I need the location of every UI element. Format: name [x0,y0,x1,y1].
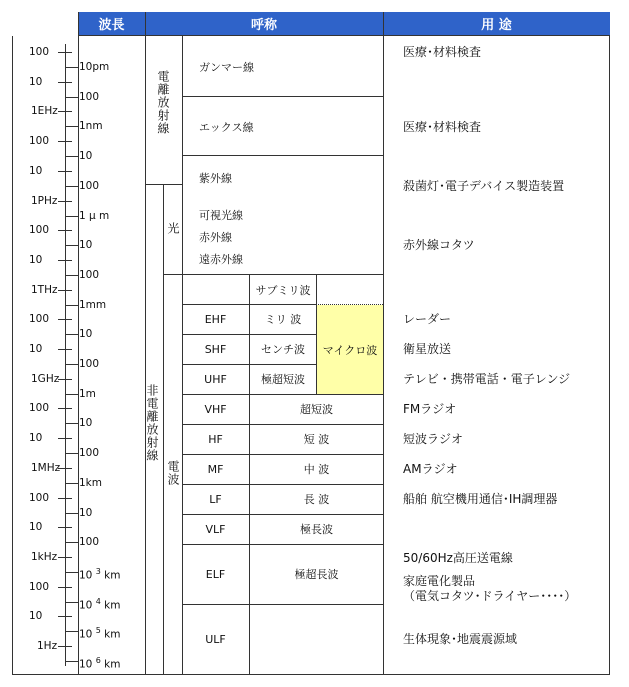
use-gamma: 医療･材料検査 [403,45,482,59]
name-gamma: ガンマー線 [199,61,254,74]
use-xray: 医療･材料検査 [403,120,482,134]
band-ulf: ULF [205,632,226,646]
frequency-tick [58,290,72,291]
wavelength-tick [66,334,78,335]
use-ehf: レーダー [403,312,452,326]
frequency-tick [58,201,72,202]
group-light: 光 [166,222,180,235]
frequency-tick-label: 1PHz [31,194,58,207]
frequency-tick [58,141,72,142]
name-mf: 中 波 [303,463,330,476]
wavelength-tick [66,275,78,276]
wavelength-tick-label: 100 [79,90,100,103]
header-blank [12,12,78,36]
band-vhf: VHF [204,402,227,416]
use-elf-line1: 50/60Hz高圧送電線 [403,551,513,565]
wavelength-tick [66,542,78,543]
name-ir: 赤外線 [199,231,232,244]
frequency-tick [58,379,72,380]
row-line [182,155,383,156]
wavelength-tick [66,97,78,98]
frequency-tick-label: 10 [29,343,43,355]
frequency-tick-label: 10 [29,253,43,266]
wavelength-tick-label: 100 [79,179,100,192]
wavelength-tick-label: 100 [79,268,100,281]
group-ionizing: 電離放射線 [156,70,170,135]
name-vlf: 極長波 [300,523,333,536]
frequency-tick-label: 1MHz [31,461,61,474]
wavelength-tick [66,156,78,157]
exponent: 4 [95,596,101,606]
wavelength-tick-label: 1 μ m [79,209,110,222]
frequency-tick [58,557,72,558]
wavelength-tick [66,661,78,662]
wavelength-tick [66,602,78,603]
exponent: 6 [95,656,101,665]
header-use: 用 途 [383,12,610,36]
use-uhf: テレビ・携帯電話・電子レンジ [403,372,571,386]
group-radio: 電波 [166,460,180,486]
band-shf: SHF [204,342,227,356]
frequency-tick-label: 1EHz [31,105,58,118]
frequency-tick-label: 100 [29,135,50,148]
name-uv: 紫外線 [199,172,232,185]
wavelength-tick-label: 10 [79,150,93,163]
frequency-tick-label: 100 [29,224,50,237]
wavelength-tick-label: 1m [79,387,96,400]
wavelength-tick-label: 100 [79,447,100,460]
exponent: 5 [95,626,101,636]
use-mf: AMラジオ [403,462,458,476]
name-hf: 短 波 [303,433,330,446]
name-xray: エックス線 [199,121,254,134]
wavelength-tick [66,572,78,573]
wavelength-tick-label: 10 $^4$ km [79,596,121,612]
frequency-tick-label: 100 [29,580,50,593]
wavelength-tick-label: 10 $^3$ km [79,566,121,582]
frequency-tick [58,408,72,409]
wavelength-tick-label: 10pm [79,61,110,73]
name-far-ir: 遠赤外線 [199,253,243,266]
name-visible: 可視光線 [199,209,243,222]
row-line [145,184,182,185]
frequency-tick-label: 10 [29,75,43,88]
name-elf: 極超長波 [294,568,339,581]
microwave-label: マイクロ波 [322,343,378,357]
use-hf: 短波ラジオ [403,432,464,446]
wavelength-tick [66,394,78,395]
divider [145,12,146,675]
frequency-tick-label: 10 [29,164,43,177]
frequency-tick [58,319,72,320]
frequency-tick-label: 1Hz [37,640,58,652]
frequency-tick [58,527,72,528]
use-uv: 殺菌灯･電子デバイス製造装置 [403,179,565,193]
frequency-tick-label: 1GHz [31,372,60,385]
wavelength-tick-label: 10 $^5$ km [79,626,121,641]
use-lf: 船舶 航空機用通信･IH調理器 [403,492,558,506]
wavelength-tick-label: 10 [79,417,93,430]
frequency-tick [58,260,72,261]
wavelength-tick-label: 10 [79,506,93,519]
band-ehf: EHF [204,312,227,326]
wavelength-tick [66,453,78,454]
microwave-cell [317,305,383,394]
exponent: 3 [95,566,101,576]
divider [163,184,164,675]
frequency-tick [58,616,72,617]
wavelength-tick [66,245,78,246]
band-uhf: UHF [204,372,227,386]
use-elf-line2: 家庭電化製品 [403,574,476,588]
name-vhf: 超短波 [300,403,333,416]
wavelength-tick-label: 10 $^6$ km [79,656,121,671]
frequency-tick-label: 10 [29,521,43,534]
wavelength-tick-label: 10 [79,328,93,341]
row-line [182,96,383,97]
frequency-tick [58,468,72,469]
use-ir: 赤外線コタツ [403,238,475,252]
frequency-tick-label: 100 [29,491,50,504]
wavelength-tick [66,364,78,365]
frequency-tick [58,646,72,647]
name-lf: 長 波 [303,493,330,506]
wavelength-tick [66,631,78,632]
frequency-tick [58,349,72,350]
frequency-tick [58,82,72,83]
group-non-ionizing: 非電離放射線 [145,384,159,462]
wavelength-tick-label: 10 [79,239,93,252]
wavelength-tick [66,67,78,68]
divider [383,12,384,675]
wavelength-tick-label: 1mm [79,298,107,311]
band-elf: ELF [205,567,226,581]
frequency-tick [58,52,72,53]
wavelength-tick [66,483,78,484]
frequency-tick-label: 1THz [31,283,58,296]
band-lf: LF [209,492,222,506]
wavelength-tick [66,423,78,424]
wavelength-tick [66,216,78,217]
frequency-tick-label: 100 [29,402,50,415]
name-ehf: ミリ 波 [264,313,302,326]
header-name: 呼称 [145,12,383,36]
wavelength-tick-label: 100 [79,536,100,549]
frequency-tick [58,111,72,112]
use-ulf: 生体現象･地震震源域 [403,632,518,646]
frequency-tick-label: 10 [29,610,43,623]
frequency-tick [58,230,72,231]
frequency-tick-label: 100 [29,313,50,326]
frequency-tick [58,498,72,499]
wavelength-tick-label: 100 [79,358,100,370]
wavelength-tick [66,305,78,306]
name-shf: センチ波 [261,343,305,356]
frequency-tick [58,438,72,439]
frequency-tick [58,587,72,588]
frequency-tick-label: 1kHz [31,550,58,563]
band-hf: HF [208,432,223,446]
frequency-tick [58,171,72,172]
use-elf-line3: （電気コタツ･ドライヤー････） [403,589,577,603]
wavelength-tick [66,186,78,187]
frequency-tick-label: 10 [29,432,43,445]
name-uhf: 極超短波 [261,373,305,386]
band-mf: MF [207,462,224,476]
wavelength-tick-label: 1km [79,476,102,489]
header-wavelength: 波長 [78,12,145,36]
wavelength-tick-label: 1nm [79,120,103,133]
wavelength-tick [66,513,78,514]
use-shf: 衛星放送 [403,342,452,356]
use-vhf: FMラジオ [403,402,457,416]
name-submm: サブミリ波 [255,283,311,297]
wavelength-tick [66,126,78,127]
frequency-tick-label: 100 [29,46,50,58]
band-vlf: VLF [205,522,226,536]
